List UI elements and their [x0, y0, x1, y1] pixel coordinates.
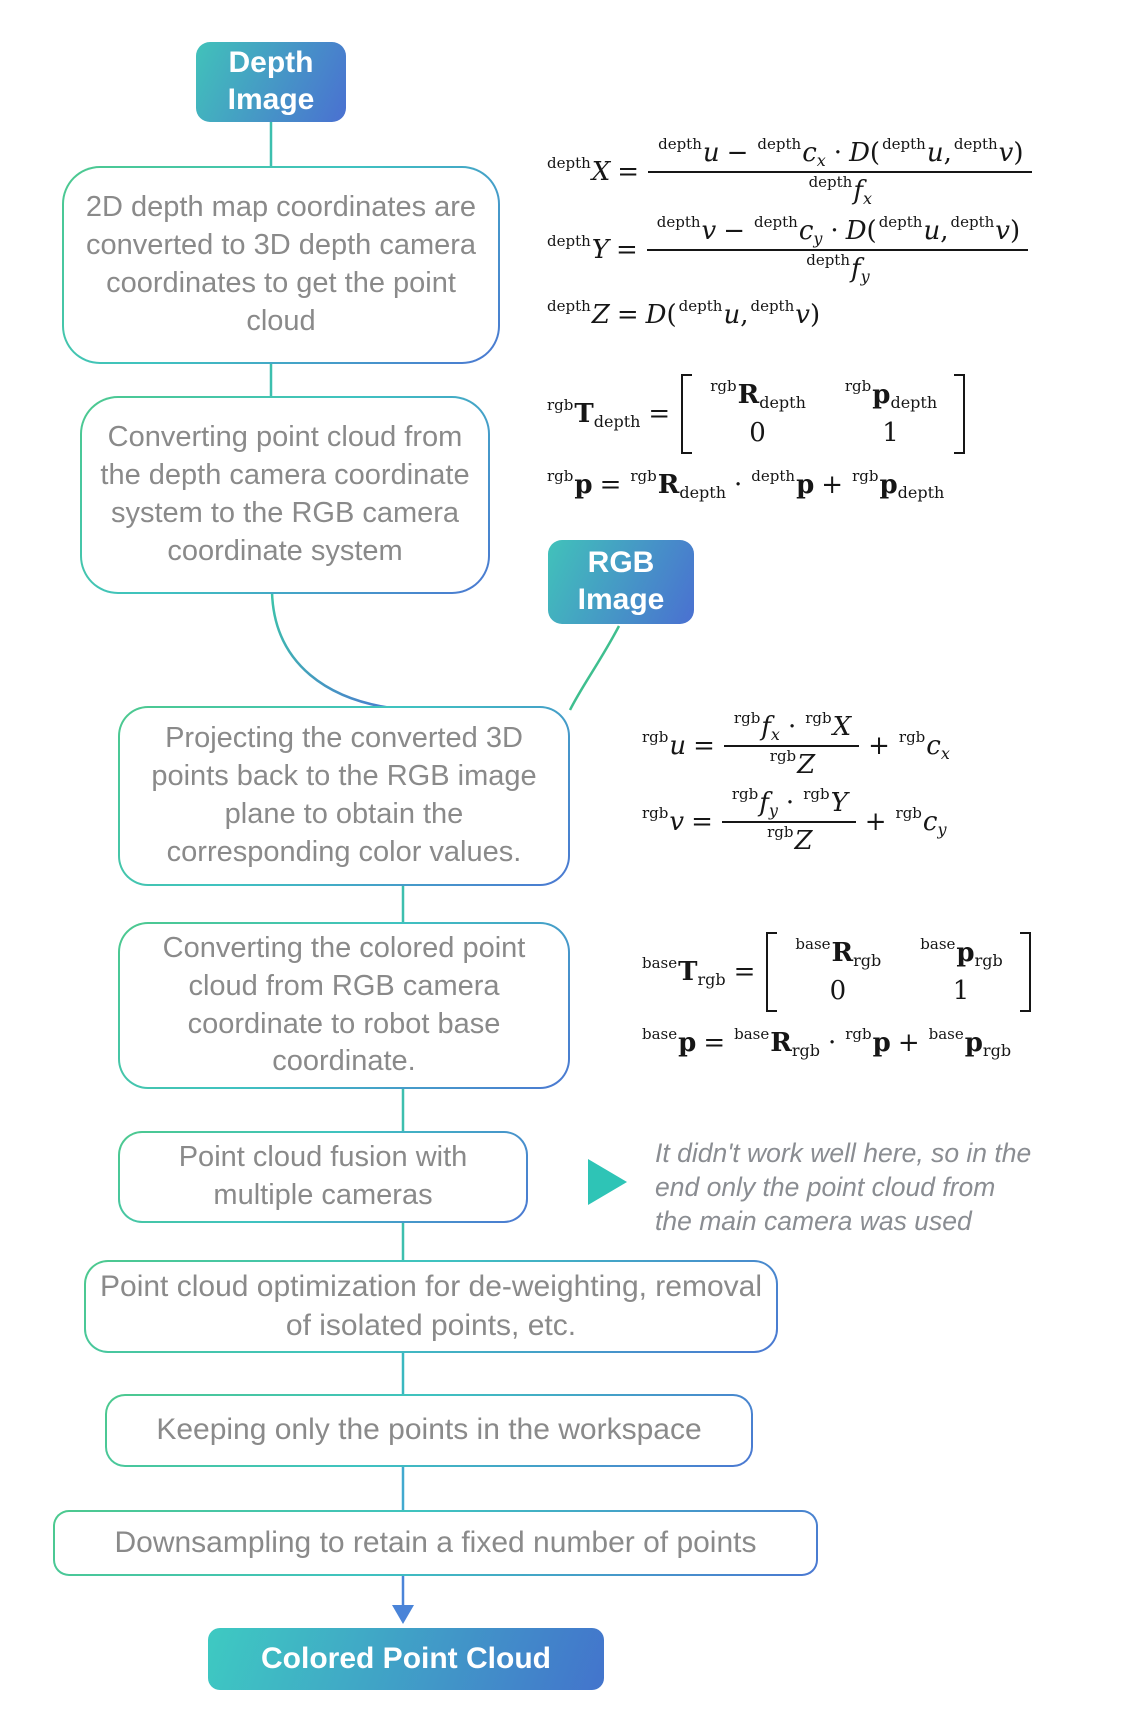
equation-v-rgb: rgb v = rgb f y · rgb Y rgb Z + rgb c y	[642, 785, 947, 856]
equation-p-base: base p = base R rgb · rgb p + base p rgb	[642, 1025, 1012, 1060]
note-pointer-icon	[588, 1159, 627, 1205]
step-box-6-text: Point cloud optimization for de-weighting, removal of isolated points, etc.	[86, 1262, 776, 1351]
equation-depth-x: depth X = depth u − depth c x · D ( depth u , depth v ) depth f x	[545, 138, 1034, 206]
arrow-to-output-head-icon	[392, 1605, 414, 1624]
note-text: It didn't work well here, so in the end only the point cloud from the main camera was used	[655, 1138, 1032, 1236]
step-box-5-fusion	[118, 1131, 528, 1223]
colored-point-cloud-label: Colored Point Cloud	[261, 1641, 551, 1675]
step-box-1	[62, 166, 500, 364]
step-box-3	[118, 706, 570, 886]
rgb-image-badge-line2: Image	[577, 583, 665, 616]
step-box-2	[80, 396, 490, 594]
step-box-6-optimization	[84, 1260, 778, 1353]
equation-u-rgb: rgb u = rgb f x · rgb X rgb Z + rgb c x	[642, 709, 950, 780]
depth-image-badge-line2: Image	[227, 83, 315, 116]
step-box-8-downsampling	[53, 1510, 818, 1576]
step-box-3-text: Projecting the converted 3D points back to the RGB image plane to obtain the corresponding color values.	[120, 708, 568, 884]
step-box-7-workspace	[105, 1394, 753, 1467]
step-box-1-text: 2D depth map coordinates are converted to 3D depth camera coordinates to get the point cloud	[64, 168, 498, 362]
connector-step2-to-step3	[272, 592, 410, 710]
connector-rgb-to-step3	[570, 626, 619, 710]
rgb-image-badge	[548, 540, 694, 624]
equation-block-depth	[545, 135, 1034, 330]
step-box-7-text: Keeping only the points in the workspace	[107, 1396, 751, 1465]
equation-block-projection	[640, 709, 951, 856]
step-box-5-text: Point cloud fusion with multiple cameras	[120, 1133, 526, 1221]
step-box-2-text: Converting point cloud from the depth camera coordinate system to the RGB camera coordinate system	[82, 398, 488, 592]
rgb-image-badge-line1: RGB	[587, 546, 655, 580]
step-box-4-text: Converting the colored point cloud from RGB camera coordinate to robot base coordinate.	[120, 924, 568, 1087]
depth-image-badge-line1: Depth	[228, 46, 314, 80]
equation-p-rgb: rgb p = rgb R depth · depth p + rgb p depth	[547, 467, 945, 502]
equation-block-base-transform	[640, 932, 1031, 1058]
colored-point-cloud-badge	[208, 1628, 604, 1690]
step-box-4	[118, 922, 570, 1089]
step-box-8-text: Downsampling to retain a fixed number of points	[55, 1512, 816, 1574]
equation-t-base: base T rgb = base R rgb base p rgb 0 1	[640, 932, 1031, 1012]
equation-t-depth: rgb T depth = rgb R depth rgb p depth 0 1	[545, 374, 965, 454]
equation-block-rgb-transform	[545, 374, 965, 500]
equation-depth-z: depth Z = D ( depth u , depth v )	[547, 297, 821, 330]
equation-depth-y: depth Y = depth v − depth c y · D ( depth u , depth v ) depth f y	[545, 216, 1030, 284]
depth-image-badge	[196, 42, 346, 122]
